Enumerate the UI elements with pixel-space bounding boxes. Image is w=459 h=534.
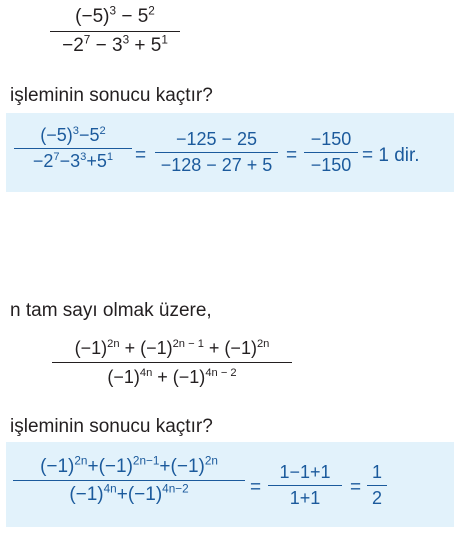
solution2-fraction-3 (367, 462, 387, 509)
exponent: 2n (107, 338, 120, 350)
term: (−5) (40, 125, 73, 145)
solution2-fraction-1-numerator (13, 456, 245, 480)
solution1-fraction-2-numerator: −125 − 25 (175, 129, 258, 149)
equals-sign: = (135, 145, 147, 166)
solution2-fraction-3-numerator: 1 (371, 462, 382, 482)
exponent: 3 (72, 125, 79, 137)
problem1-question: işleminin sonucu kaçtır? (10, 85, 213, 106)
solution1-fraction-2 (155, 129, 278, 176)
term: + 5 (129, 35, 162, 56)
solution2-fraction-1-denominator (13, 481, 245, 506)
term: − 3 (90, 35, 123, 56)
term: + (−1) (152, 367, 206, 387)
solution1-fraction-2-denominator: −128 − 27 + 5 (160, 155, 273, 175)
problem2-expression (52, 338, 292, 388)
problem1-expression (50, 6, 180, 57)
exponent: 2 (99, 125, 106, 137)
problem1-numerator (50, 6, 180, 31)
solution2-fraction-1 (13, 456, 245, 506)
exponent: 2 (148, 4, 155, 18)
solution1-fraction-1 (14, 125, 132, 172)
solution1-fraction-1-numerator (14, 125, 132, 148)
term: −3 (59, 151, 81, 171)
solution2-fraction-2-denominator: 1+1 (289, 488, 321, 508)
problem2-numerator (52, 338, 292, 362)
solution1-fraction-3-numerator: −150 (310, 129, 352, 149)
exponent: 1 (161, 33, 168, 47)
exponent: 2n (204, 454, 218, 468)
exponent: 4n (103, 482, 117, 496)
solution1-fraction-1-denominator (14, 149, 132, 172)
term: +(−1) (159, 456, 205, 477)
exponent: 7 (53, 151, 60, 163)
exponent: 3 (122, 33, 130, 47)
solution2-fraction-2-numerator: 1−1+1 (279, 462, 331, 482)
equals-sign: = (350, 477, 362, 498)
term: +5 (86, 151, 107, 171)
term: (−1) (69, 484, 104, 505)
exponent: 7 (83, 33, 91, 47)
term: −2 (62, 35, 84, 56)
term: (−1) (107, 367, 140, 387)
term: −2 (32, 151, 54, 171)
equals-sign: = (286, 145, 298, 166)
problem2-question: işleminin sonucu kaçtır? (10, 416, 213, 437)
term: (−1) (74, 338, 108, 358)
exponent: 3 (80, 151, 87, 163)
problem1-denominator (50, 32, 180, 57)
solution1-result: = 1 dir. (362, 145, 420, 166)
term: + (−1) (119, 338, 173, 358)
exponent: 2n − 1 (172, 338, 204, 350)
exponent: 4n−2 (162, 482, 189, 496)
solution1-fraction-3 (304, 129, 358, 176)
problem2-denominator (52, 363, 292, 388)
term: (−1) (40, 456, 75, 477)
term: −5 (78, 125, 100, 145)
term: +(−1) (87, 456, 133, 477)
exponent: 3 (109, 4, 117, 18)
exponent: 2n (256, 338, 270, 350)
problem2-intro: n tam sayı olmak üzere, (10, 300, 212, 321)
solution2-fraction-2 (268, 462, 342, 509)
term: (−5) (75, 6, 110, 27)
exponent: 4n − 2 (205, 367, 237, 379)
equals-sign: = (250, 477, 262, 498)
exponent: 2n−1 (132, 454, 160, 468)
term: +(−1) (116, 484, 163, 505)
solution1-fraction-3-denominator: −150 (310, 155, 352, 175)
solution2-fraction-3-denominator: 2 (371, 488, 382, 508)
exponent: 1 (106, 151, 114, 163)
exponent: 4n (139, 367, 153, 379)
term: − 5 (116, 6, 149, 27)
term: + (−1) (203, 338, 257, 358)
exponent: 2n (74, 454, 88, 468)
